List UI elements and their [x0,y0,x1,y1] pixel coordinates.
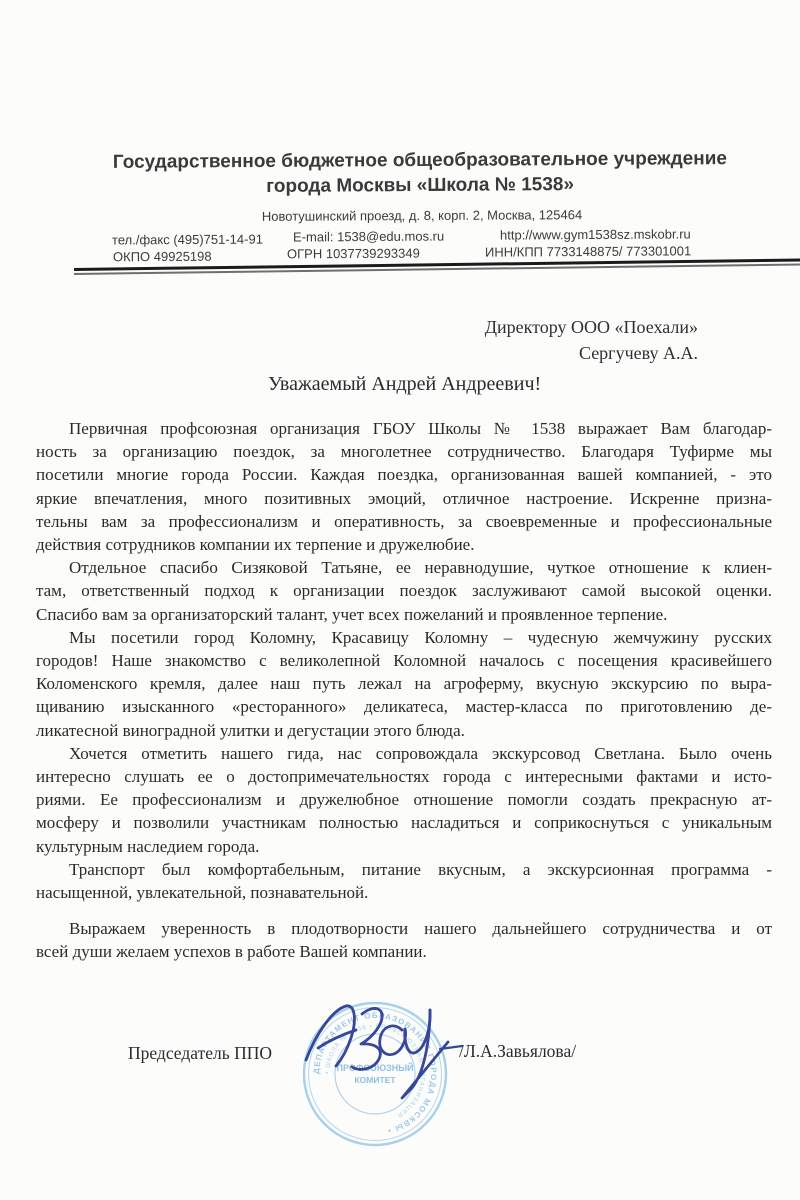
body-line: всей души желаем успехов в работе Вашей компании. [36,942,427,962]
org-inn-kpp: ИНН/КПП 7733148875/ 773301001 [484,243,692,260]
body-line: риями. Ее профессионализм и дружелюбное отношение помогли создать прекрасную ат- [36,790,772,810]
body-line: посетили многие города России. Каждая поездка, организованная вашей компанией, - это [36,465,772,485]
body-line: тельны вам за профессионализм и оперативность, за своевременные и профессиональные [36,511,772,531]
body-line: Спасибо вам за организаторский талант, учет всех пожеланий и проявленное терпение. [36,604,668,624]
org-website: http://www.gym1538sz.mskobr.ru [499,226,691,243]
letterhead-contacts [112,208,762,268]
signature-name: /Л.А.Завьялова/ [459,1041,577,1061]
body-line: Мы посетили город Коломну, Красавицу Коломну – чудесную жемчужину русских [69,627,772,647]
body-line: щиванию изысканного «ресторанного» деликатеса, мастер-класса по приготовлению де- [36,697,772,717]
body-line: Транспорт был комфортабельным, питание вкусным, а экскурсионная программа - [69,859,772,879]
recipient-line: Сергучеву А.А. [578,343,698,363]
letterhead [40,146,800,201]
org-address: Новотушинский проезд, д. 8, корп. 2, Москва, 125464 [261,207,583,224]
body-line: интересно слушать ее о достопримечательностях города с интересными фактами и исто- [36,767,772,787]
body-line: там, ответственный подход к организации поездок заслуживают самой высокой оценки. [36,581,772,601]
recipient-block [485,314,698,366]
handwritten-signature [295,998,475,1108]
org-okpo: ОКПО 49925198 [112,248,212,265]
org-phone-fax: тел./факс (495)751-14-91 [111,231,263,248]
body-line: городов! Наше знакомство с великолепной Коломной началось с посещения красивейшего [36,651,772,671]
body-line: ликатесной виноградной улитки и дегустации этого блюда. [36,720,465,740]
body-line: культурным наследием города. [36,836,260,856]
body-line: насыщенной, увлекательной, познавательной. [36,883,369,903]
body-line: действия сотрудников компании их терпение и дружелюбие. [36,535,475,555]
stamp-ring-text-outer: ДЕПАРТАМЕНТ ОБРАЗОВАНИЯ ГОРОДА МОСКВЫ • [311,1010,439,1136]
signature-title: Председатель ППО [128,1043,272,1063]
stamp-center-line1: ПРОФСОЮЗНЫЙ [336,1063,414,1073]
body-line: ность за организацию поездок, за многолетнее сотрудничество. Благодаря Туфирме мы [36,442,772,462]
body-line: Отдельное спасибо Сизяковой Татьяне, ее неравнодушие, чуткое отношение к клиен- [69,558,772,578]
org-name-line1: Государственное бюджетное общеобразовательное учреждение [112,148,727,173]
salutation: Уважаемый Андрей Андреевич! [268,373,542,395]
stamp-ring-text-inner: • ШКОЛА № 1538 • ПРОФСОЮЗНАЯ ОРГАНИЗАЦИЯ [323,1022,427,1119]
org-email: E-mail: 1538@edu.mos.ru [292,228,445,245]
body-line: яркие впечатления, много позитивных эмоций, отличное настроение. Искренне призна- [36,488,772,508]
body-line: Первичная профсоюзная организация ГБОУ Школы № 1538 выражает Вам благодар- [69,419,772,438]
org-ogrn: ОГРН 1037739293349 [286,245,420,262]
body-line: Выражаем уверенность в плодотворности нашего дальнейшего сотрудничества и от [69,919,772,939]
recipient-line: Директору ООО «Поехали» [484,317,698,337]
letter-body [36,417,772,964]
stamp-center-line2: КОМИТЕТ [354,1075,396,1085]
body-line: Хочется отметить нашего гида, нас сопровождала экскурсовод Светлана. Было очень [69,743,772,763]
body-line: мосферу и позволили участникам полностью насладиться и соприкоснуться с уникальным [36,813,772,833]
org-name-line2: города Москвы «Школа № 1538» [266,174,575,197]
body-line: Коломенского кремля, далее наш путь лежал на агроферму, вкусную экскурсию по выра- [36,674,772,694]
